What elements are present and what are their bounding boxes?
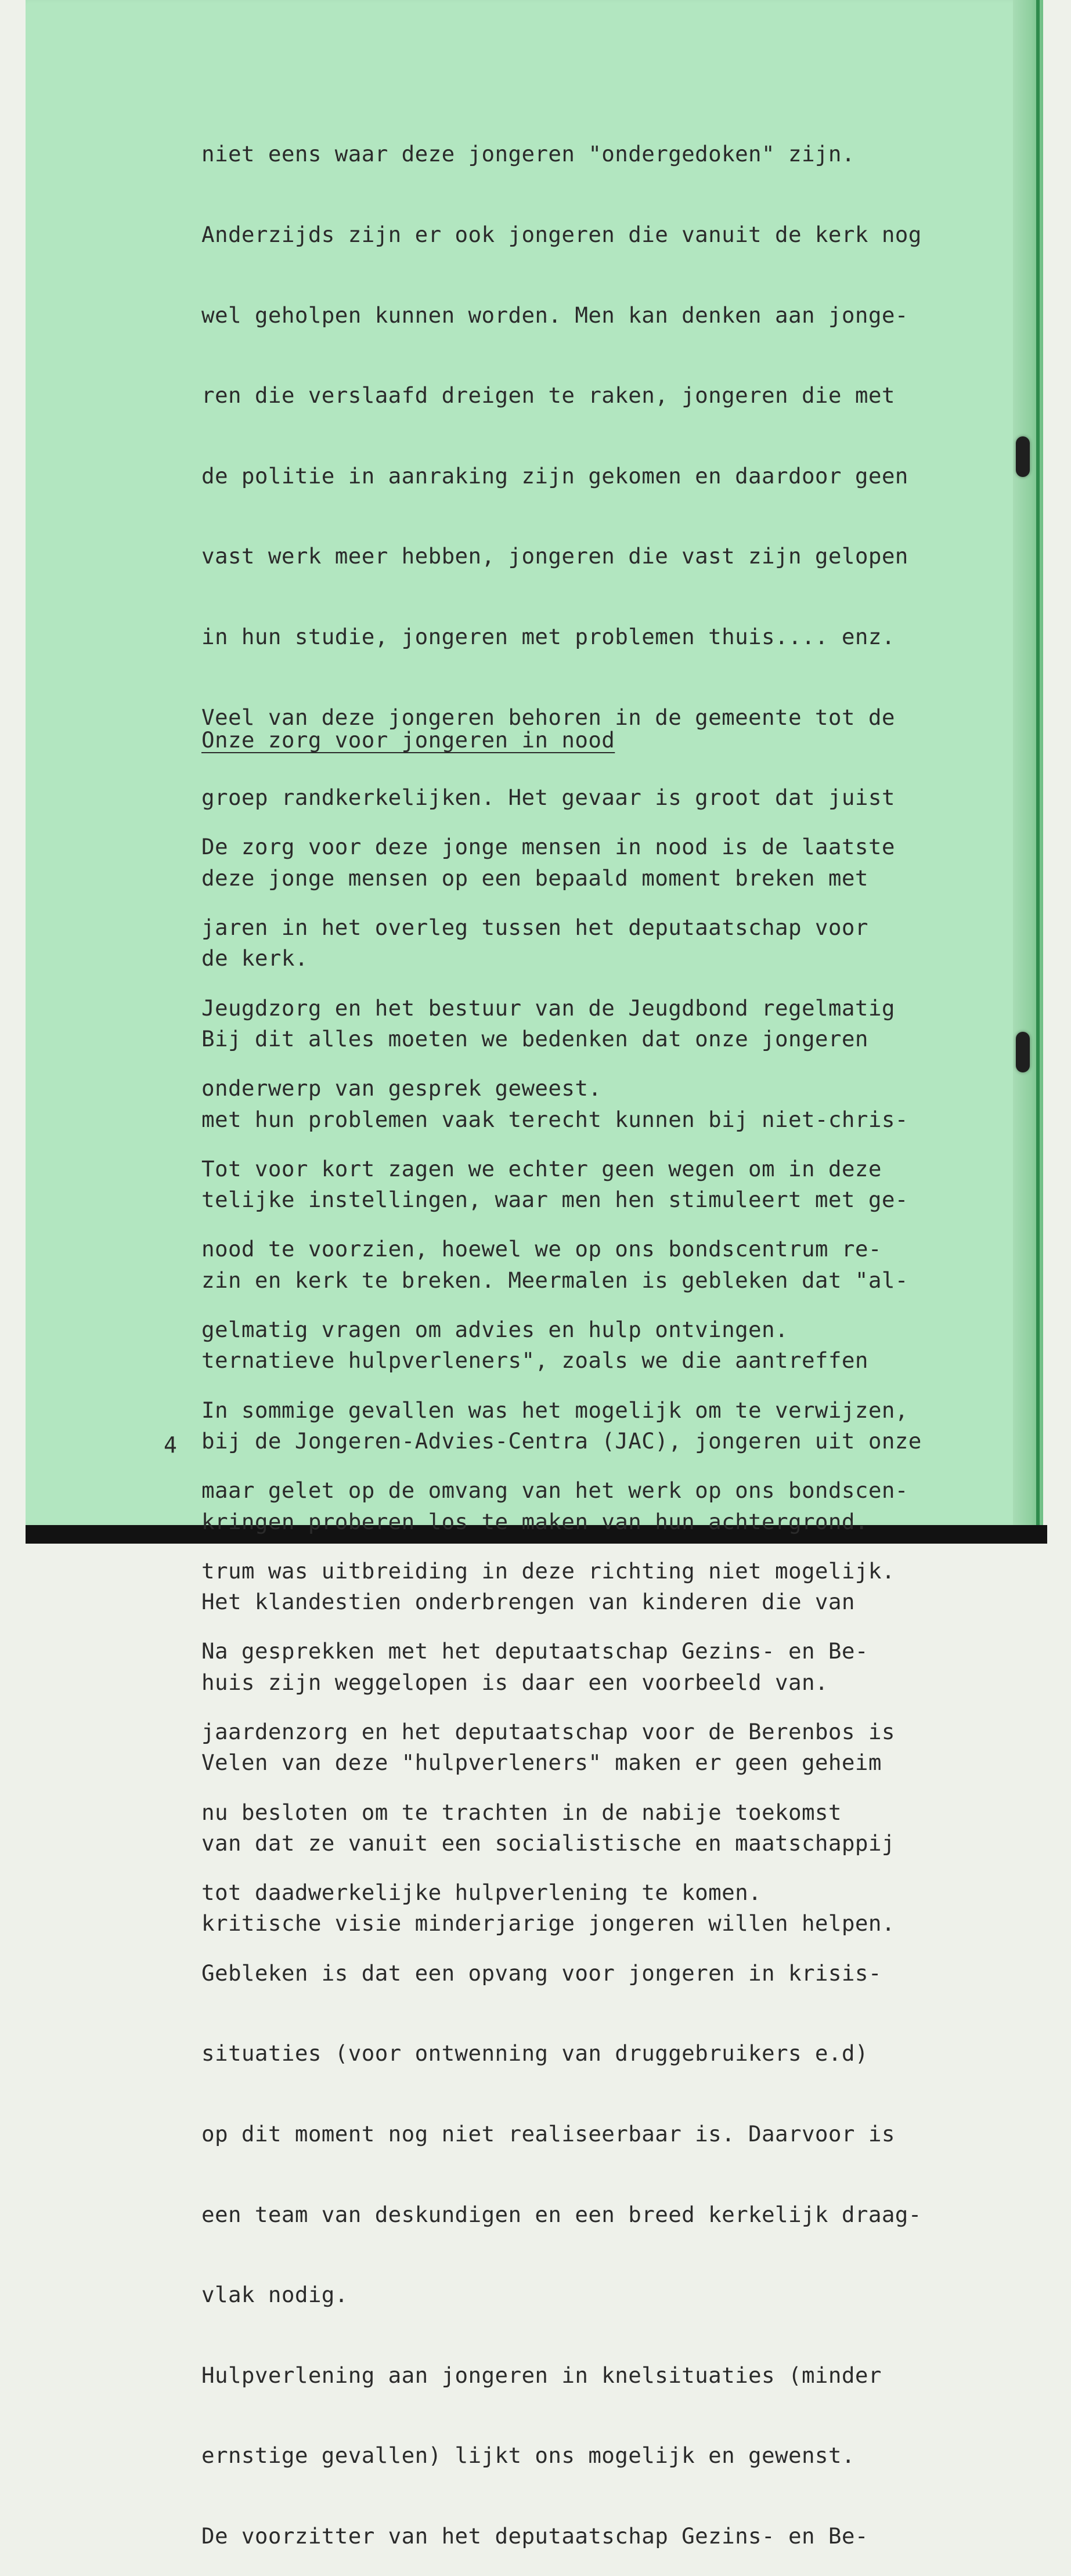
text-line: kritische visie minderjarige jongeren willen helpen.	[201, 1910, 895, 1936]
text-line: maar gelet op de omvang van het werk op ons bondscen-	[201, 1477, 908, 1504]
text-line: de kerk.	[201, 945, 308, 971]
text-line: ernstige gevallen) lijkt ons mogelijk en gewenst.	[201, 2443, 855, 2469]
text-line: een team van deskundigen en een breed kerkelijk draag-	[201, 2201, 922, 2227]
text-line: jaardenzorg en het deputaatschap voor de Berenbos is	[201, 1718, 895, 1744]
text-line: nood te voorzien, hoewel we op ons bondscentrum re-	[201, 1236, 882, 1262]
text-line: groep randkerkelijken. Het gevaar is groot dat juist	[201, 785, 895, 811]
text-line: Na gesprekken met het deputaatschap Gezins- en Be-	[201, 1638, 868, 1664]
text-line: kringen proberen los te maken van hun achtergrond.	[201, 1508, 868, 1534]
text-line: bij de Jongeren-Advies-Centra (JAC), jongeren uit onze	[201, 1428, 922, 1454]
text-line: Jeugdzorg en het bestuur van de Jeugdbond regelmatig	[201, 995, 895, 1021]
text-line: vast werk meer hebben, jongeren die vast zijn gelopen	[201, 543, 908, 569]
page-number: 4	[164, 1432, 177, 1458]
text-line: Tot voor kort zagen we echter geen wegen om in deze	[201, 1155, 882, 1182]
text-line: wel geholpen kunnen worden. Men kan denken aan jonge-	[201, 302, 908, 328]
text-line: situaties (voor ontwenning van druggebruikers e.d)	[201, 2040, 868, 2066]
text-line: in hun studie, jongeren met problemen thuis.... enz.	[201, 623, 895, 649]
text-line: trum was uitbreiding in deze richting niet mogelijk.	[201, 1558, 895, 1584]
text-line: nu besloten om te trachten in de nabije toekomst	[201, 1799, 842, 1825]
text-line: Het klandestien onderbrengen van kinderen die van	[201, 1589, 855, 1615]
text-line: gelmatig vragen om advies en hulp ontvingen.	[201, 1316, 788, 1342]
text-line: met hun problemen vaak terecht kunnen bij niet-chris-	[201, 1106, 908, 1132]
text-line: Hulpverlening aan jongeren in knelsituaties (minder	[201, 2362, 882, 2388]
text-line: huis zijn weggelopen is daar een voorbeeld van.	[201, 1669, 828, 1695]
text-line: zin en kerk te breken. Meermalen is gebleken dat "al-	[201, 1267, 908, 1293]
text-line: op dit moment nog niet realiseerbaar is. Daarvoor is	[201, 2120, 895, 2147]
text-line: De voorzitter van het deputaatschap Gezins- en Be-	[201, 2523, 868, 2549]
text-line: Bij dit alles moeten we bedenken dat onze jongeren	[201, 1025, 868, 1052]
text-line: van dat ze vanuit een socialistische en maatschappij	[201, 1830, 895, 1856]
text-line: deze jonge mensen op een bepaald moment breken met	[201, 865, 868, 891]
text-line: Velen van deze "hulpverleners" maken er geen geheim	[201, 1750, 882, 1776]
text-line: ren die verslaafd dreigen te raken, jongeren die met	[201, 382, 895, 409]
paragraph-bottom	[201, 780, 956, 2576]
punch-hole-icon	[1016, 436, 1030, 477]
text-line: jaren in het overleg tussen het deputaatschap voor	[201, 915, 868, 940]
text-line: Gebleken is dat een opvang voor jongeren in krisis-	[201, 1960, 882, 1986]
text-line: onderwerp van gesprek geweest.	[201, 1075, 602, 1101]
text-line: ternatieve hulpverleners", zoals we die aantreffen	[201, 1347, 868, 1374]
text-line: de politie in aanraking zijn gekomen en daardoor geen	[201, 463, 908, 489]
text-line: Veel van deze jongeren behoren in de gemeente tot de	[201, 704, 895, 730]
text-line: vlak nodig.	[201, 2282, 348, 2308]
text-line: In sommige gevallen was het mogelijk om te verwijzen,	[201, 1397, 908, 1423]
text-line: De zorg voor deze jonge mensen in nood is de laatste	[201, 834, 895, 860]
text-line: tot daadwerkelijke hulpverlening te komen.	[201, 1880, 762, 1906]
text-line: telijke instellingen, waar men hen stimuleert met ge-	[201, 1187, 908, 1213]
binding-strip	[1036, 0, 1040, 1525]
text-line: niet eens waar deze jongeren "ondergedoken" zijn.	[201, 141, 855, 167]
text-line: Anderzijds zijn er ook jongeren die vanuit de kerk nog	[201, 222, 922, 247]
punch-hole-icon	[1016, 1032, 1030, 1072]
section-heading: Onze zorg voor jongeren in nood	[201, 727, 615, 753]
